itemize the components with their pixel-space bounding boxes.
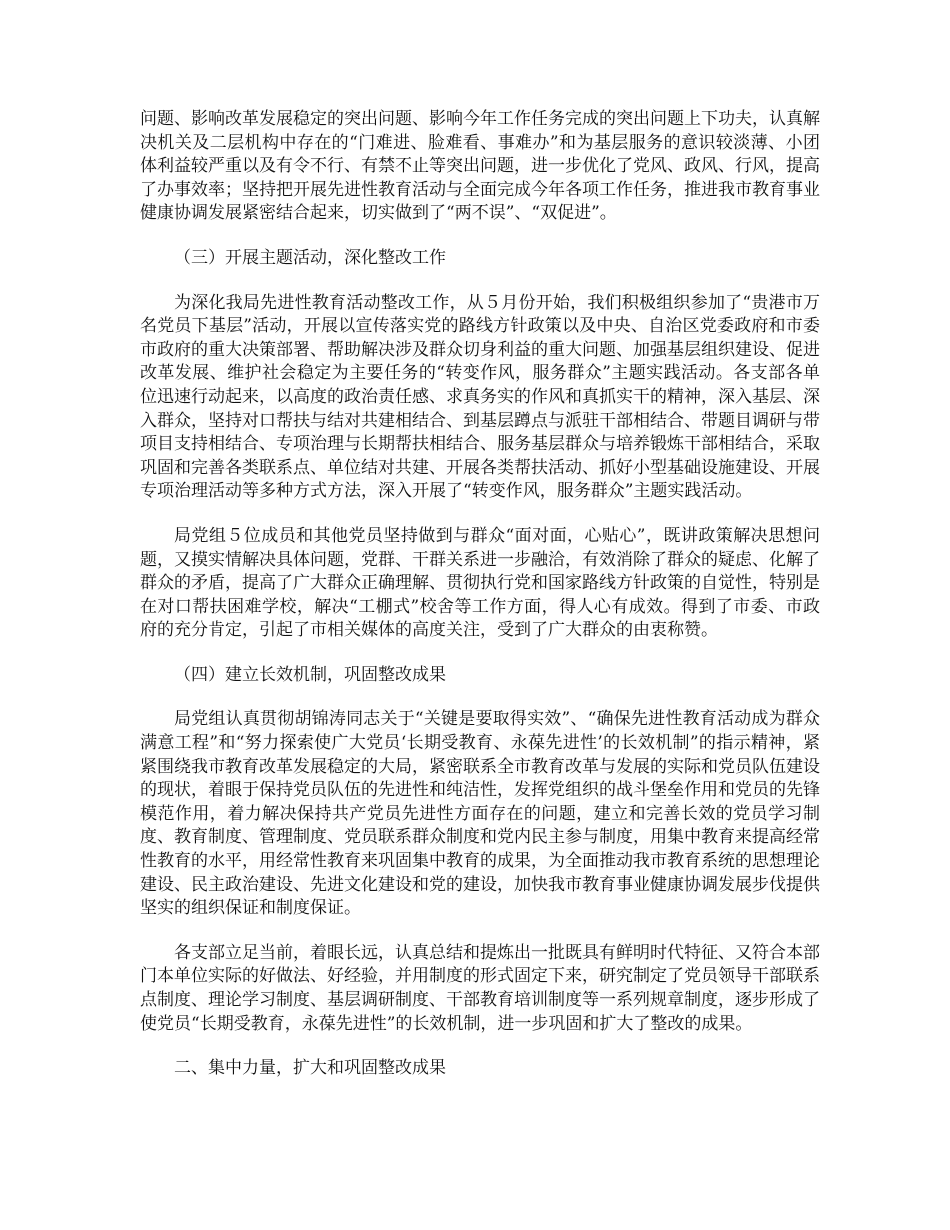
paragraph-long-term-mechanism: 局党组认真贯彻胡锦涛同志关于“关键是要取得实效”、“确保先进性教育活动成为群众满意工程”和“努力探索使广大党员‘长期受教育、永葆先进性’的长效机制”的指示精神，紧紧围绕我市教育改革发展稳定的大局，紧密联系全市教育改革与发展的实际和党员队伍建设的现状，着眼于保持党员队伍的先进性和纯洁性，发挥党组织的战斗堡垒作用和党员的先锋模范作用，着力解决保持共产党员先进性方面存在的问题，建立和完善长效的党员学习制度、教育制度、管理制度、党员联系群众制度和党内民主参与制度，用集中教育来提高经常性教育的水平，用经常性教育来巩固集中教育的成果，为全面推动我市教育系统的思想理论建设、民主政治建设、先进文化建设和党的建设，加快我市教育事业健康协调发展步伐提供坚实的组织保证和制度保证。 <box>140 709 820 919</box>
section-heading-4: （四）建立长效机制，巩固整改成果 <box>174 664 446 685</box>
section-heading-3: （三）开展主题活动，深化整改工作 <box>174 247 446 268</box>
paragraph-continuation: 问题、影响改革发展稳定的突出问题、影响今年工作任务完成的突出问题上下功夫，认真解决机关及二层机构中存在的“门难进、脸难看、事难办”和为基层服务的意识较淡薄、小团体利益较严重以及有令不行、有禁不止等突出问题，进一步优化了党风、政风、行风，提高了办事效率；坚持把开展先进性教育活动与全面完成今年各项工作任务，推进我市教育事业健康协调发展紧密结合起来，切实做到了“两不误”、“双促进”。 <box>140 109 820 224</box>
paragraph-branches: 各支部立足当前，着眼长远，认真总结和提炼出一批既具有鲜明时代特征、又符合本部门本单位实际的好做法、好经验，并用制度的形式固定下来，研究制定了党员领导干部联系点制度、理论学习制度、基层调研制度、干部教育培训制度等一系列规章制度，逐步形成了使党员“长期受教育，永葆先进性”的长效机制，进一步巩固和扩大了整改的成果。 <box>140 942 820 1034</box>
chapter-heading-2: 二、集中力量，扩大和巩固整改成果 <box>174 1058 446 1079</box>
paragraph-theme-activity: 为深化我局先进性教育活动整改工作，从５月份开始，我们积极组织参加了“贵港市万名党员下基层”活动，开展以宣传落实党的路线方针政策以及中央、自治区党委政府和市委市政府的重大决策部署、帮助解决涉及群众切身利益的重大问题、加强基层组织建设、促进改革发展、维护社会稳定为主要任务的“转变作风，服务群众”主题实践活动。各支部各单位迅速行动起来，以高度的政治责任感、求真务实的作风和真抓实干的精神，深入基层、深入群众，坚持对口帮扶与结对共建相结合、到基层蹲点与派驻干部相结合、带题目调研与带项目支持相结合、专项治理与长期帮扶相结合、服务基层群众与培养锻炼干部相结合，采取巩固和完善各类联系点、单位结对共建、开展各类帮扶活动、抓好小型基础设施建设、开展专项治理活动等多种方式方法，深入开展了“转变作风，服务群众”主题实践活动。 <box>140 292 820 502</box>
paragraph-party-members: 局党组５位成员和其他党员坚持做到与群众“面对面，心贴心”，既讲政策解决思想问题，又摸实情解决具体问题，党群、干群关系进一步融洽，有效消除了群众的疑虑、化解了群众的矛盾，提高了广大群众正确理解、贯彻执行党和国家路线方针政策的自觉性，特别是在对口帮扶困难学校，解决“工棚式”校舍等工作方面，得人心有成效。得到了市委、市政府的充分肯定，引起了市相关媒体的高度关注，受到了广大群众的由衷称赞。 <box>140 525 820 641</box>
document-page <box>140 108 820 1102</box>
